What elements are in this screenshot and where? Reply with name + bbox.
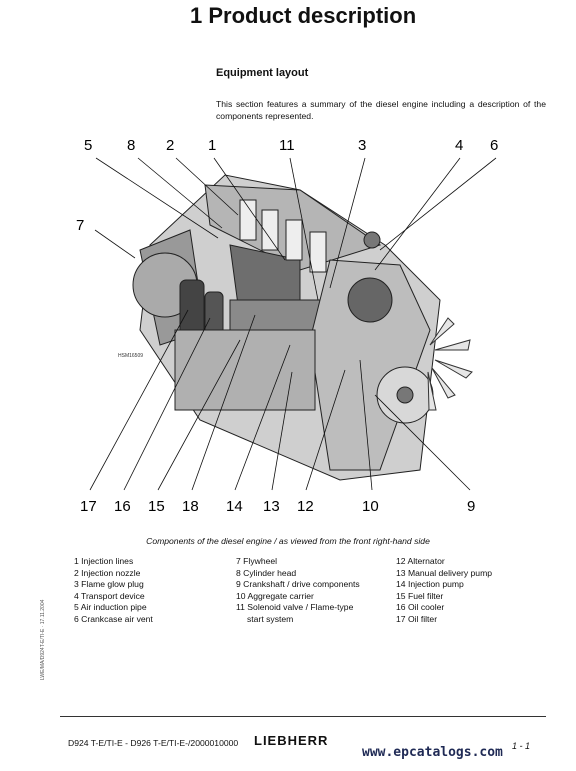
callout-17: 17 [80,498,97,515]
legend-item: 11 Solenoid valve / Flame-type [236,602,354,613]
legend-item: start system [247,613,294,624]
legend-column-2 [236,556,360,626]
legend-item: 8 Cylinder head [236,567,297,578]
legend-item: 13 Manual delivery pump [396,567,493,578]
callout-7: 7 [76,217,85,234]
legend-item: 6 Crankcase air vent [74,613,153,624]
legend-item: 9 Crankshaft / drive components [236,579,360,590]
callout-9: 9 [467,498,476,515]
legend-item: 16 Oil cooler [396,602,445,613]
legend-item: 4 Transport device [74,590,145,601]
callout-16: 16 [114,498,131,515]
engine-illustration [133,175,440,480]
callout-1: 1 [208,137,217,154]
figure-caption: Components of the diesel engine / as viewed from the front right-hand side [146,536,430,546]
callout-3: 3 [358,137,367,154]
callout-13: 13 [263,498,280,515]
legend-item: 1 Injection lines [74,556,134,566]
brand-logo: LIEBHERR [254,733,329,748]
legend-column-3 [396,556,492,626]
watermark-link[interactable]: www.epcatalogs.com [362,745,503,760]
callout-14: 14 [226,498,243,515]
section-heading: Equipment layout [216,67,309,79]
legend-item: 14 Injection pump [396,579,464,590]
image-code: HSM16509 [118,353,144,359]
legend-item: 3 Flame glow plug [74,579,144,590]
legend-item: 12 Alternator [396,556,445,566]
legend-item: 2 Injection nozzle [74,567,141,578]
legend-item: 10 Aggregate carrier [236,590,314,601]
callout-2: 2 [166,137,175,154]
legend-item: 15 Fuel filter [396,590,444,601]
chapter-title: 1 Product description [190,3,417,28]
intro-paragraph: This section features a summary of the diesel engine including a description of the components represented. [216,99,546,121]
legend-item: 7 Flywheel [236,556,278,566]
legend-column-1 [74,556,153,626]
page-number: 1 - 1 [512,741,531,751]
footer-model-text: D924 T-E/TI-E - D926 T-E/TI-E-/2000010000 [68,738,239,748]
callout-5: 5 [84,137,93,154]
legend-item: 17 Oil filter [396,613,438,624]
callout-4: 4 [455,137,464,154]
callout-11: 11 [279,137,295,154]
callout-15: 15 [148,498,165,515]
callout-18: 18 [182,498,199,515]
callout-6: 6 [490,137,499,154]
document-code: LWE/MA/D924T-E/TI-E · 17.11.2004 [40,599,46,680]
callout-10: 10 [362,498,379,515]
callout-12: 12 [297,498,314,515]
legend-item: 5 Air induction pipe [74,602,147,613]
footer-divider [60,716,546,717]
callout-8: 8 [127,137,136,154]
